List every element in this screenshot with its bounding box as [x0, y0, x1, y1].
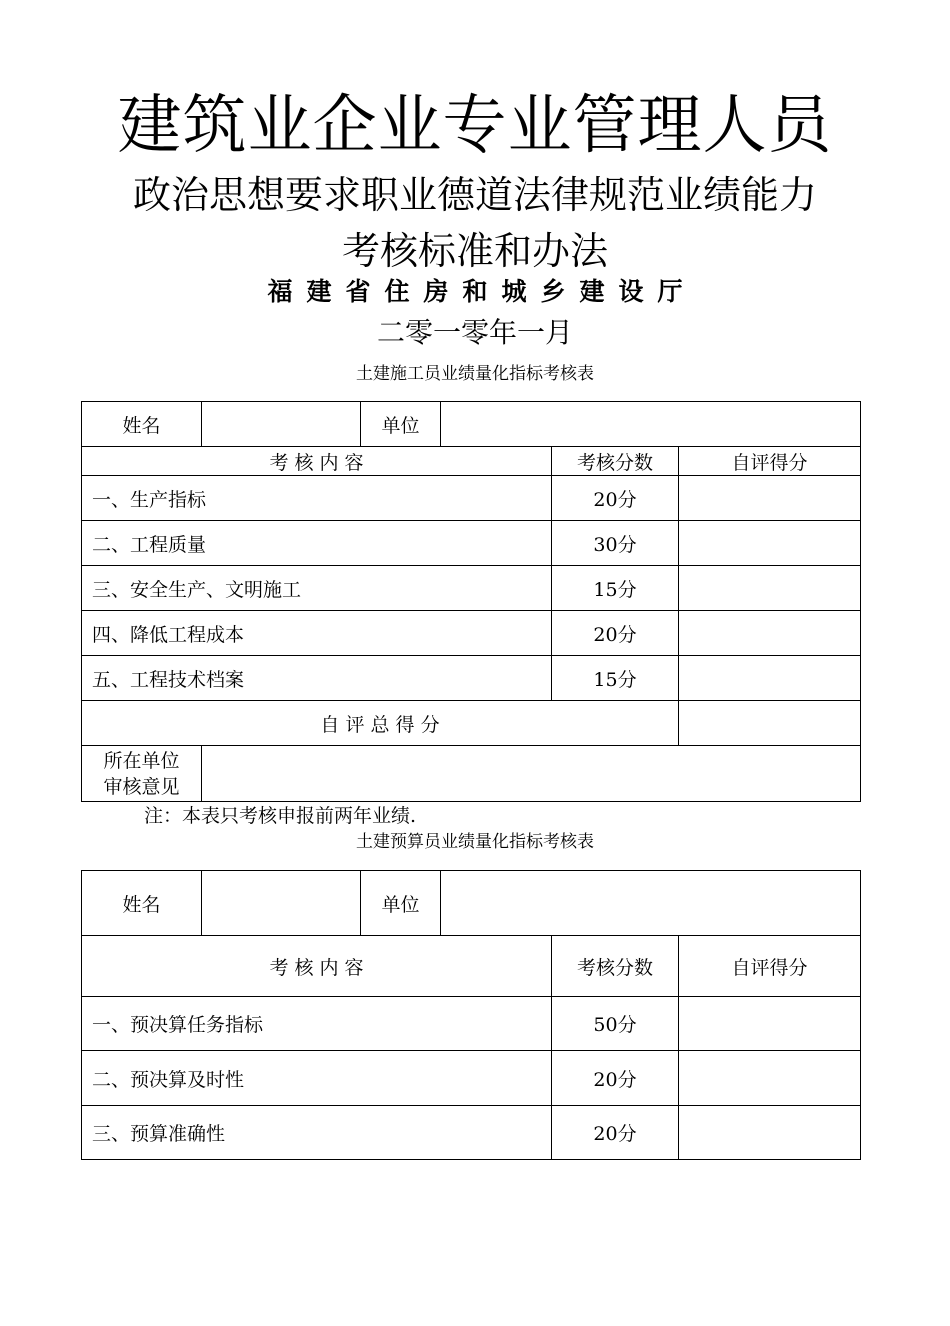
name-label: 姓名: [82, 402, 202, 447]
table-row: [82, 611, 861, 656]
total-self-score-field[interactable]: [679, 701, 861, 746]
assessment-item: 四、降低工程成本: [82, 611, 552, 656]
assessment-item: 五、工程技术档案: [82, 656, 552, 701]
unit-label: 单位: [361, 871, 441, 936]
assessment-score: 20分: [552, 1051, 679, 1106]
score-column-header: 考核分数: [552, 447, 679, 476]
assessment-score: 15分: [552, 566, 679, 611]
name-field[interactable]: [202, 871, 361, 936]
self-score-column-header: 自评得分: [679, 447, 861, 476]
self-score-field[interactable]: [679, 997, 861, 1051]
unit-opinion-label-line2: 审核意见: [103, 775, 180, 798]
content-column-header: 考 核 内 容: [82, 936, 552, 997]
assessment-item: 三、预算准确性: [82, 1106, 552, 1160]
assessment-score: 30分: [552, 521, 679, 566]
assessment-item: 一、预决算任务指标: [82, 997, 552, 1051]
issuing-organization: 福建省住房和城乡建设厅: [267, 277, 697, 306]
budget-worker-assessment-table: [81, 870, 861, 1160]
table-row: [82, 997, 861, 1051]
table-row: [82, 656, 861, 701]
assessment-score: 15分: [552, 656, 679, 701]
self-score-field[interactable]: [679, 1051, 861, 1106]
unit-opinion-label-line1: 所在单位: [103, 749, 180, 772]
assessment-item: 一、生产指标: [82, 476, 552, 521]
assessment-score: 20分: [552, 476, 679, 521]
table-row: [82, 521, 861, 566]
assessment-score: 20分: [552, 1106, 679, 1160]
unit-field[interactable]: [441, 402, 861, 447]
assessment-item: 二、工程质量: [82, 521, 552, 566]
self-score-field[interactable]: [679, 611, 861, 656]
table1-note: 注：本表只考核申报前两年业绩.: [144, 805, 417, 827]
self-score-field[interactable]: [679, 521, 861, 566]
assessment-score: 50分: [552, 997, 679, 1051]
self-score-field[interactable]: [679, 476, 861, 521]
self-score-field[interactable]: [679, 656, 861, 701]
self-score-column-header: 自评得分: [679, 936, 861, 997]
total-self-score-label: 自 评 总 得 分: [82, 701, 679, 746]
name-label: 姓名: [82, 871, 202, 936]
table2-caption: 土建预算员业绩量化指标考核表: [356, 832, 594, 852]
content-column-header: 考 核 内 容: [82, 447, 552, 476]
self-score-field[interactable]: [679, 1106, 861, 1160]
assessment-score: 20分: [552, 611, 679, 656]
table1-caption: 土建施工员业绩量化指标考核表: [356, 364, 594, 384]
document-title: 建筑业企业专业管理人员: [117, 89, 833, 163]
assessment-item: 三、安全生产、文明施工: [82, 566, 552, 611]
score-column-header: 考核分数: [552, 936, 679, 997]
document-subtitle-line2: 考核标准和办法: [341, 229, 608, 273]
document-subtitle-line1: 政治思想要求职业德道法律规范业绩能力: [132, 173, 817, 217]
assessment-item: 二、预决算及时性: [82, 1051, 552, 1106]
issue-date: 二零一零年一月: [376, 316, 573, 349]
table-row: [82, 1051, 861, 1106]
construction-worker-assessment-table: [81, 401, 861, 802]
name-field[interactable]: [202, 402, 361, 447]
table-row: [82, 566, 861, 611]
table-row: [82, 1106, 861, 1160]
table-row: [82, 476, 861, 521]
self-score-field[interactable]: [679, 566, 861, 611]
unit-label: 单位: [361, 402, 441, 447]
unit-field[interactable]: [441, 871, 861, 936]
unit-opinion-field[interactable]: [202, 746, 861, 802]
unit-opinion-label: [82, 746, 202, 802]
